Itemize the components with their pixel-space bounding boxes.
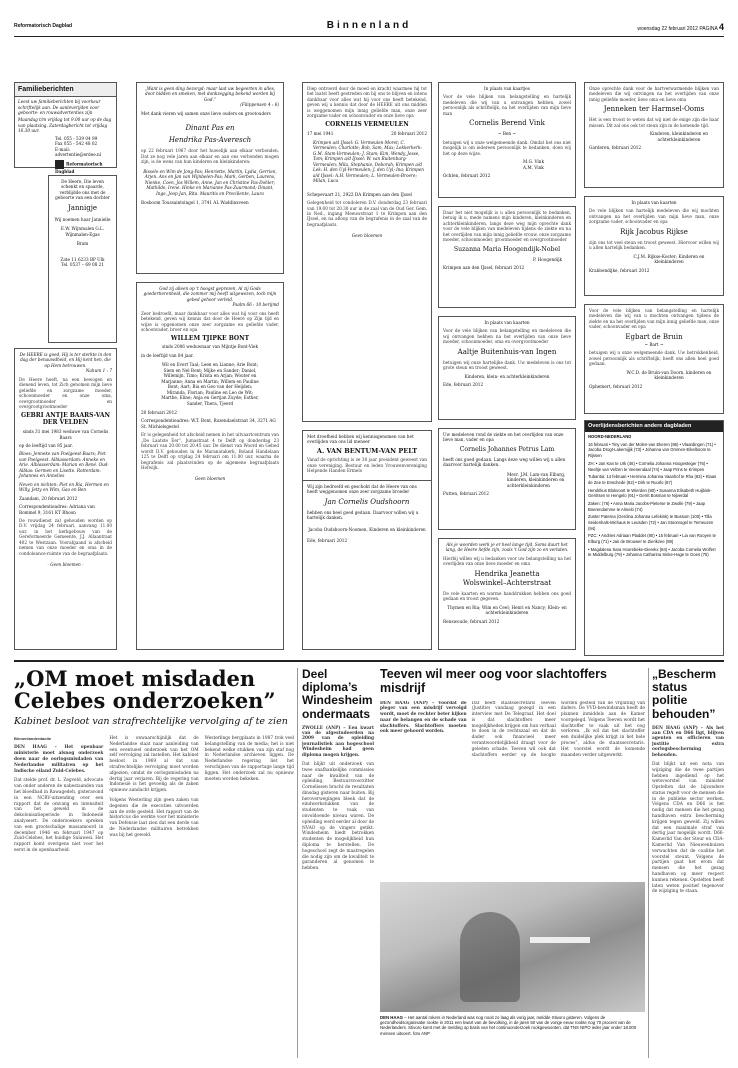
jannigje-kid: Bram [76,241,89,247]
nobel-intro: Daar het niet mogelijk is u allen persoonlijk te bedanken, betuig ik u, mede namens mijn kinderen, kleinkinderen en achterkleinkinderen, langs deze weg mijn oprechte dank voor de vele blijken van medeleven tijdens de ziekte en na het overlijden van mijn innig geliefde vrouw, onze zorgzame moeder, schoonmoeder, grootmoeder en overgrootmoeder [443,210,571,243]
buitenhuis-text: betuigen wij onze hartelijke dank. Uw medeleven is ons tot grote steun en troost geweest. [443,359,571,371]
lam-name: Cornelis Johannes Petrus Lam [459,445,555,453]
baars-funeral: De rouwdienst zal gehouden worden op D.V. vrijdag 24 februari, aanvang 11.00 uur, in het kerkgebouw van de Gereformeerde Gemeente, J.J. Allaantraat 402 te Westzaan. Voorafgaand is afscheid nemen van onze moeder en oma in de condoleance-ruimte van de begraafplaats. [19,518,112,556]
overlijdens-region: NOORD-NEDERLAND [588,434,632,440]
teeven-headline: Teeven wil meer oog voor slachtoffers misdrijf [380,668,607,695]
celebes-col-2 [109,736,198,854]
windesheim-lead: ZWOLLE (ANP) – Een kwart van de afgestudeerden na 2009 van de opleiding journalistiek aan hogeschool Windesheim had geen diploma mogen krijgen. [302,725,374,758]
vermeulen-address: Schepevaart 21, 2922 DA Krimpen aan den IJssel [307,191,412,197]
teeven-body: Dat heeft staatssecretaris Teeven (Justitie) vandaag gezegd in een interview met De Telegraaf. Het doel is dat slachtoffers meer mogelijkheden krijgen om hun verhaal te doen in de rechtszaal en dat de dader ook financieel meer verantwoordelijkheid draagt voor de geleden schade. Teeven wil ook dat slachtoffers eerder op de hoogte worden gesteld van de vrijlating van daders. De VVD-bewindsman heeft de plannen inmiddels aan de Kamer voorgelegd. Volgens Teeven wordt het slachtoffer te vaak uit het oog verloren. „Ik wil dat het slachtoffer een duidelijke plek krijgt in het hele proces”, aldus de staatssecretaris. Het voorstel wordt de komende maanden verder uitgewerkt. [471,700,645,758]
vink-intro: Voor de vele blijken van belangstelling en hartelijk medeleven die wij van u ontvangen hebben, zowel persoonlijk als schriftelijk, na het overlijden van mijn lieve man [443,94,571,116]
overlijdens-item: Zuster Paterna (Gerdina Johanna Lefekink) te Bussum (100) • Tilla Seidenhals-Michaus te Leusden (72) • Jan Stoorvogel te Terneuzen (94) [588,514,714,531]
lam-intro: Uw medeleven rond de ziekte en het overlijden van onze lieve man, vader en opa [443,432,564,443]
teeven-lead: DEN HAAG (ANP) – Voordat de pleger van een misdrijf vervolgd wordt, moet de rechter beter kijken naar de belangen en de schade van slachtoffers. Slachtoffers moeten ook meer gehoord worden. [380,700,467,735]
overlijdens-item: ZH: • Jan Kan te Urk (46) • Cornelia Johanna Hoogesteger (76) • Neeltje van Velzen te Veenendaal (74) • Jaap Prins te Krimpen [588,460,708,472]
rd-logo-icon [55,160,64,169]
celebes-body-4: Westerlings bergplaats in 1987 trok veel belangstelling van de media; het is niet bekend welke stukken van zijn staf nog in Nederlandse archieven liggen. De Nederlandse regering liet het verschijnen van de rapportage lange tijd liggen. Het onderzoek zal nu opnieuw moeten worden bekeken. [204,735,294,782]
terharmsel-sig: Kinderen, kleinkinderen en achterkleinkinderen [650,131,708,142]
overlijdens-item: PZC: • Andries Adriaan Pladdet (80) • 15 februari • Lia van Rooyen te Elburg (71) • Jan de Brouwer te Zierikzee (89) [588,533,717,544]
jannigje-announcement [48,175,117,343]
buitenhuis-name: Aaltje Buitenhuis-van Ingen [457,347,557,356]
baars-family: Bloes: Jenneke van Poelgeest-Baars; Piet van Poelgeest. Alblasserdam: Anneke en Arie. Alblasserdam: Marian en René. Oud-Alblas: Germen en Lisette. Rotterdam: Johannes en Annelies [19,451,109,479]
vermeulen-name: CORNELIS VERMEULEN [325,120,409,128]
photo-figure [460,912,520,1002]
lam-text: heeft ons goed gedaan. Langs deze weg willen wij u allen daarvoor hartelijk danken. [443,456,566,468]
lam-date: Putten, februari 2012 [443,491,489,497]
column-divider [297,668,298,1058]
overlijdens-item: Tubantia: 14 februari • Hermina Johanna Vaanhof te Rha (83) • Klaas de Zee te Enschede (82) • Dirk te Ruurlo (67) [588,474,717,485]
wolswinkel-date: Renswoude, februari 2012 [443,618,500,624]
terharmsel-date: Garderen, februari 2012 [589,145,642,151]
nobel-sig: P. Hoogendijk [533,256,563,262]
vermeulen-family: Krimpen a/d IJssel: G. Vermeulen-Moret; C. Vermeulen; Charlotte; Bob, Sam, Max; Lekkerkerk: G.M. Stam-Vermeulen; J. Stam; Kim, Wendy, Jesse, Tom; Krimpen a/d IJssel: W. van Ruitenburg-Vermeulen; Mila, Stephanie, Deborah; Krimpen a/d Lek: H. den Uyl-Vermeulen; J. den Uyl; Ina; Krimpen a/d IJssel: A.H. Vermeulen; L. Vermeulen-Broere; Milan, Luca [313,139,424,184]
politie-body: Dat blijkt uit een nota van wijziging die de twee partijen hebben ingediend op het wetsvoorstel van minister Opstelten dat de bijzondere status regelt voor de mensen die in de publieke sector werken. Volgens CDA en D66 is het nodig dat mensen die het gezag handhaven extra bescherming krijgen tegen geweld. Zij willen dat een maximale straf van dertig jaar mogelijk wordt. D66-Kamerlid Van der Steur en CDA-Kamerlid Van Nieuwenhuizen verwachten dat de coalitie het voorstel steunt. Volgens de partijen gaat het erom dat mensen die het gezag handhaven op meer respect kunnen rekenen. Opstelten heeft laten weten positief tegenover de wijziging te staan. [652,761,724,895]
bentum-signature: Jacoba Oudshoorn-Noomen, Kinderen en kleinkinderen [308,526,426,532]
vink-announcement [438,82,576,198]
bont-ref: Psalm 66 : 10 berijmd [232,302,279,308]
celebes-col-1 [14,736,103,854]
fam-email: E-mail: advertentie@erdee.nl [55,146,102,158]
page-header [14,20,724,34]
overlijdens-item: 16 februari • Tiny van der Molen-van Ekeren (86) • Vlaardingen (71) • Jacoba Drogt-Lakemijjik (73) • Johanna van Ommen-Eikelboom te Rijssen [588,441,716,459]
baars-age: op de leeftijd van 85 jaar. [19,443,73,449]
vermeulen-died: 20 februari 2012 [391,130,427,136]
vermeulen-announcement [302,82,432,422]
windesheim-headline: Deel diploma’s Windesheim ondermaats [302,668,373,721]
nobel-announcement [438,206,576,308]
bentum-intro-2: Wij zijn bedroefd en geschokt dat de Heere van ons heeft weggenomen onze zeer zorgzame broeder [303,480,431,495]
celebes-columns [14,736,294,854]
rijkse-sig: C.J.M. Rijkse-Koster; Kinderen en kleinkinderen [633,253,705,265]
jannigje-address: Zate 11 6233 BP Ulk [60,256,105,262]
vermeulen-funeral: Gelegenheid tot condoleren D.V. donderdag 23 februari van 19.00 tot 20.30 uur in de zaal van de Oud Ger. Gem. in Ned., ingang Meeuwstraat 1 te Krimpen aan den IJssel, en na afloop van de begrafenis in de zaal van de begraafplaats. [307,200,427,227]
pas-name-2: Hendrika Pas-Averesch [168,136,252,145]
overlijdens-item: • Magdalena Sara Hoorebeke-Dierekx (84) • Jacoba Cornelia Wolfert te Middelburg (79) • Johanna Catharina Sinke-Hage te Goes (75) [588,546,716,558]
wolswinkel-name-1: Hendrika Jeanetta [474,569,540,578]
vink-sig-1: M.G. Vink [523,159,545,165]
column-divider [648,668,649,1058]
rijkse-date: Krabbendijke, februari 2012 [589,267,650,273]
debruin-sig: W.C.D. de Bruin-van Doorn, kinderen en kleinkinderen [626,369,712,381]
bont-age: in de leeftijd van 84 jaar. [141,352,194,358]
teeven-caption [380,1015,645,1036]
bont-verse: God zij alleen op 't hoogst geprezen, Al zij Gods goedertierenheid, die zommer mij heeft uitgewezen, toch mijn gebed gehoor verleid. [143,286,277,302]
vink-date: Ochten, februari 2012 [443,173,491,179]
page-date: woensdag 22 februari 2012 [637,26,698,32]
bentum-intro: Met droefheid hebben wij kennisgenomen van het overlijden van ons lid meneer [307,434,414,445]
photo-cigarette [530,937,590,943]
wolswinkel-announcement [438,538,576,650]
baars-date: Zaandam, 20 februari 2012 [19,495,78,501]
pas-intro: Met dank vieren wij samen onze lieve ouders en grootouders [141,110,271,116]
rijkse-title: In plaats van kaarten [631,200,677,205]
baars-footer: - Geen bloemen - [47,562,84,568]
celebes-body-2: Het is onwaarschijnlijk dat de Nederlandse staat naar aanleiding van een eventueel onderzoek van het OM zelf vervolging zal instellen. Het kabinet besloot in 1969 al dat van strafrechtelijke vervolging moet worden afgezien, omdat de oorlogsmisdaden na dertig jaar verjaren. Bij de regering van Indonesië is het gevoelig als de zaken opnieuw aandacht krijgen. [109,735,199,794]
bont-text: Zeer bedroefd, maar dankbaar voor alles wat hij voor ons heeft betekend, geven wij kennis dat door de Heere op Zijn tijd en wijze is opgenomen onze zeer zorgzame en geliefde vader, schoonvader, broer en opa [141,310,279,333]
vink-text: betuigen wij u onze welgemeende dank. Omdat het ons niet mogelijk is om iedereen persoonlijk te bedanken, doen wij het op deze wijze. [443,139,571,156]
lam-announcement [438,428,576,530]
rijkse-name: Rijk Jacobus Rijkse [620,227,688,236]
buitenhuis-announcement [438,316,576,420]
vermeulen-footer: Geen bloemen [351,233,383,239]
terharmsel-text: Onze oprechte dank voor de hartverwarmende blijken van medeleven die wij ontvingen na het overlijden van onze innig geliefde moeder, lieve oma en lieve oma [589,86,719,102]
jannigje-tel: Tel. 0537 – 69 08 21 [60,262,104,268]
bont-footer: Geen bloemen [194,476,226,482]
fam-intro: Leest uw familieberichten bij voorkeur schriftelijk aan. De aanleverijden voor geboorte- en rouwadvertenties zijn [18,99,101,115]
familieberichten-box [14,82,117,174]
section-title: Binnenland [326,20,412,31]
celebes-body-3: Volgens Westerling zijn geen zaken van degenen die de executies uitvoerden aan de orde gesteld. Het rapport van de historicus die werkte voor het ministerie van Defensie laat zien dat een derde van de Nederlandse militairen betrokken was bij het geweld. [109,797,199,838]
teeven-caption-text: – Het aantal rokers in Nederland was nog nooit zo laag als vorig jaar, meldde Stivoro gisteren. Volgens de gezondheidsorganisatie rookte in 2011 een kwart van de bevolking, in de jaren 50 van de vorige eeuw rookte nog 70 procent van de Nederlanders. Stivoro komt met de melding op basis van het continuonderzoek rookgewoonten, dat TNS NIPO ieder jaar onder 18.000 mensen uitvoert. [380,1014,637,1036]
politie-headline: „Bescherm status politie behouden” [652,668,717,721]
pas-family: Bisselo en Wim de Jong-Pas; Henriette, Martin, Lydia, Gerrien, Arjen. Ans en Jan van Wijnbelen-Pas; Mark, Gerben, Laurens, Nienke, Coen, Jos Willem, Anne. Jan en Christine Pas-Dohler; Mathilde, Irene. Hinke en Marianne Pas-Zuurmond; Dinant, Inge, Joop Jan, Rita. Mauritis en Preciilente, Laura [143,168,277,196]
celebes-byline: Binnenlandredactie [14,735,52,741]
pas-anniversary [136,82,284,274]
vink-sig-2: A.M. Vink [523,164,544,170]
politie-lead: DEN HAAG (ANP) – Als het aan CDA en D66 ligt, blijven agenten en officieren van justitie extra oorlogsbescherming behouden. [652,725,724,758]
debruin-text: betuigen wij u onze welgemeende dank. Uw betrokkenheid, zowel persoonlijk als schriftelijk, heeft ons allen heel goed gedaan. [589,350,719,367]
overlijdens-item: Zaken: (76) • Anna Maria Jacobs-Pieterse te Zwolle (79) • Jaap Boerendamme te Almelo (74) [588,500,705,512]
baars-announcement [14,348,117,650]
page-number: 4 [718,22,724,32]
terharmsel-name: Jenneken ter Harmsel-Ooms [603,105,705,114]
buitenhuis-title: In plaats van kaarten [484,320,530,325]
bont-date: 20 februari 2012 [141,409,177,415]
pas-ref: (Filippensen 4 : 6) [240,102,279,108]
wolswinkel-text-2: De vele kaarten en warme handdrukken hebben ons goed gedaan en troost gegeven. [443,591,571,602]
vermeulen-born: 17 mei 1941 [307,130,334,136]
debruin-date: Ophemert, februari 2012 [589,383,643,389]
nobel-name: Suzanna Maria Hoogendijk-Nobel [453,245,561,253]
baars-since: sinds 31 mei 1983 weduwe van Cornelis Baars [22,429,109,440]
paper-name: Reformatorisch Dagblad [14,23,73,29]
story-politie [652,668,724,1058]
overlijdens-box [584,420,724,656]
baars-text: De Heere heeft, na een bewogen en dienend leven, tot Zich genomen mijn lieve geliefde en zorgzame moeder, schoonmoeder en onze oma, overgrootmoeder en overgrootgrootmoeder [19,376,112,410]
baars-address: Correspondentieadres: Adriana van Bommel 9, 3161 KT Rhoon [19,504,95,515]
story-celebes [14,668,294,1058]
debruin-name: Egbart de Bruin [625,332,683,341]
vermeulen-intro: Diep ontroerd door de moed en kracht waarmee hij tot het laatst heeft gestreden om bij ons te blijven en intens dankbaar voor alles wat hij voor ons heeft betekend, geven wij u kennis dat door de HEERE uit ons midden is weggenomen mijn innig geliefde man, onze zeer zorgzame vader en schoonvader en onze lieve opa [307,86,427,119]
nobel-date: Krimpen aan den IJssel, februari 2012 [443,265,525,271]
celebes-col-3 [205,736,294,854]
rijkse-text: zijn ons tot veel steun en troost geweest. Hiervoor willen wij u allen hartelijk bedanken. [589,239,719,251]
lam-sig: Mevr. J.M. Lam-van Elburg, kinderen, kleinkinderen en achterkleinkinderen [507,471,566,488]
pas-name-1: Dinant Pas en [185,124,235,133]
bont-address: Correspondentieadres: W.T. Bont, Rozendaelstraat 34, 3271 AG St. Michielsgestel [141,418,276,429]
story-teeven [380,668,645,1058]
wolswinkel-sig: Thymen en Ria; Wim en Ceel; Henri en Nancy; Klein- en achterkleinkinderen [447,604,567,616]
rijkse-announcement [584,196,724,296]
bont-since: sinds 2006 weduwnaar van Mijntje Bont-Viek [161,344,259,350]
teeven-photo-credit: foto ANP [412,1030,430,1036]
vink-name: Cornelis Berend Vink [469,119,545,128]
jannigje-parents: E.W. Wijnmalen G.L. Wijnmalen-Egas [60,226,105,237]
bont-funeral: Er is gelegenheid tot afscheid nemen in het uitvaartcentrum van „De Laatste Eer”, Jumastraat 4 te Delft op donderdag 23 februari van 20.00 tot 20.45 uur. De dienst van Woord en Gebed wordt D.V. gehouden in de Maranatakerk, Boland Handelaan 125 te Delft op vrijdag 24 februari om 11.00 uur, waarna de begrafenis zal plaatsvinden op de algemene begraafplaats Hofwijk. [141,432,279,471]
bont-announcement [136,282,284,650]
fam-tel: Tel. 055 - 539 04 99 [55,135,98,141]
wolswinkel-text: Hierbij willen wij u bedanken voor uw belangstelling na het overlijden van onze lieve moeder en oma [443,555,571,567]
story-windesheim [302,668,374,1058]
celebes-subheadline: Kabinet besloot van strafrechtelijke vervolging af te zien [14,716,288,728]
bentum-name: A. VAN BENTUM-VAN PELT [316,446,418,455]
pas-address: Bosboom Toussaintsingel 1, 3741 AL Waddinxveen [141,200,249,206]
windesheim-body: Dat blijkt uit onderzoek van twee onafhankelijke commissies naar de kwaliteit van de opleiding. Bestuursvoorzitter Cornelissen bracht de resultaten dinsdag gisteren naar buiten. Bij heroverwegingen bleek dat de eindwerkstukken van de studenten te vaak van onvoldoende niveau waren. De opleiding werd eerder al door de NVAO op de vingers getikt. Windesheim biedt betrokken studenten de mogelijkheid hun diploma te herstellen. De hogeschool zegt de maatregelen die nodig zijn om de kwaliteit te garanderen al genomen te hebben. [302,761,374,872]
bentum-text: Vanaf de oprichting is ze 30 jaar president geweest van onze vereniging. Bestuur en leden Vrouwenvereniging Helpende Handen Ermelo [307,457,427,474]
jannigje-intro: De Heere, Die leven schenkt en spaarde, verblijdde ons met de geboorte van een dochter [55,179,110,201]
debruin-intro: Voor de vele blijken van belangstelling en hartelijk medeleven die wij van u mochten ontvangen tijdens de ziekte en na het overlijden van mijn innig geliefde man, onze vader, schoonvader en opa [589,308,719,330]
buitenhuis-sig: Kinderen, klein- en achterkleinkinderen [464,373,550,379]
page-label: PAGINA [699,26,718,32]
bont-name: WILLEM TJIPKE BONT [170,334,250,342]
wolswinkel-verse: Als je woorden werk je er heel lange tijd, Soms duurt het lang, de Heere liefde zijn, zoals 't God zijn zo en verlaten. [445,542,569,553]
terharmsel-text-2: Het is een troost te weten dat wij niet de enige zijn die haar missen. Dit zal ons ook tot steun zijn in de komende tijd. [589,117,719,128]
teeven-photo [380,882,645,1012]
baars-ref: Nahum 1 : 7 [85,368,112,374]
section-rule [14,660,724,662]
bentum-name-2: Jan Cornelis Oudshoorn [324,497,410,506]
overlijdens-title: Overlijdensberichten andere dagbladen [585,421,723,432]
bentum-announcement [302,430,432,650]
vink-title: In plaats van kaartjes [484,86,530,91]
bentum-text-2: hebben ons heel goed gedaan. Daarvoor willen wij u hartelijk danken. [307,509,419,521]
jannigje-name: Jannigje [67,203,98,212]
page-info [637,22,724,33]
baars-verse: De HEERE is goed, Hij is ter sterkte in den dag der benauwdheid, en Hij kent hen, die op Hem betrouwen. [19,352,112,368]
teeven-caption-lead: DEN HAAG [380,1014,403,1020]
rijkse-intro: De vele blijken van hartelijk medeleven die wij mochten ontvangen na het overlijden van mijn lieve man, onze zorgzame vader, schoonvader en opa [589,208,719,225]
fam-times: Maandag t/m vrijdag tot 9.00 uur op de dag van plaatsing. Zaterdagbericht tot vrijdag 16.30 uur. [18,117,112,134]
buitenhuis-intro: Voor de vele blijken van belangstelling en medeleven die wij ontvangen hebben na het overlijden van onze lieve moeder, schoonmoeder, oma en overgrootmoeder [443,328,571,345]
bentum-date: Ede, februari 2012 [307,538,348,544]
terharmsel-announcement [584,82,724,188]
jannigje-noem: Wij noemen haar Jannielle [54,216,111,222]
vink-nick: ~ Ben ~ [498,131,516,137]
debruin-announcement [584,304,724,414]
fam-logo [15,158,116,174]
celebes-body-1: Dat stelde prof. dr. L. Zegveld, advocate van onder anderen de nabestaanden van het bloedbad in Rawagedeh, gisteravond in een NCRV-uitzending over een rapport dat de omvang en intensiteit van het geweld in de dekolonisatieperiode in Indonesië analyseert. De onderzoekers spreken van een grootschalige massamoord in december 1946 en februari 1947 op Zuid-Celebes, het huidige Sulawesi. Het rapport komt overigens niet voor het eerst in de openbaarheid. [14,778,104,853]
buitenhuis-date: Ede, februari 2012 [443,382,484,388]
bont-family: Wil en Evert Taal; Leen en Lianne; Arie Bont; Siem en Nel Bont; Mijke en Sander; Daniel, Willemijn, Timo; Krista en Arjan; Wouter en Marjanne; Anna en Martin; Willem en Pauline Bont; Aart; Bia en Geo van der Heijden; Miranda, Florian; Pauline en Leo de Wit; Marthe, Eline; Anja en Gertjan Zuyde; Esther, Sander, Thera, Tjeerd [161,362,259,406]
teeven-columns [380,701,645,876]
pas-verse: „Want is geen ding bezorgd; maar laat uw begeerten in alles, door bidden en smeken, met dankzegging bekend worden bij God.” [144,86,276,102]
vermeulen-dates [307,131,427,136]
celebes-headline: „OM moet misdaden Celebes onderzoeken” [14,668,276,714]
pas-text: op 22 februari 1967 door het huwelijk aan elkaar verbonden. Dat ze nog vele jaren aan elkaar en aan ons verbonden mogen zijn, is de wens van hun kinderen en kleinkinderen: [141,148,279,165]
overlijdens-item: Hendrikus Blokvoort te Wierden (80) • Susanna Elisabeth Huijbink-Gerritsen te Hengelo (91) • Gerrit Bosman te Nijverdal [588,487,712,499]
wolswinkel-name-2: Wolswinkel–Achterstraat [462,578,552,587]
familieberichten-title: Familieberichten [15,83,116,97]
header-rule [14,36,724,37]
baars-neven: Neven en nichten: Piet en Ria, Hermen en Willy, Jetty en Wim, Gao en Ben [19,481,109,493]
fam-fax: Fax 055 - 542 48 02 [55,141,98,147]
fam-logo-text: Reformatorisch Dagblad [55,161,103,174]
celebes-lead: DEN HAAG – Het openbaar ministerie moet alsnog onderzoek doen naar de oorlogsmisdaden van Nederlandse militairen op het Indische eiland Zuid-Celebes. [14,745,104,774]
debruin-nick: ~ Bart ~ [644,341,664,347]
overlijdens-list [585,432,723,560]
baars-name: GEBRI ANTJE BAARS-VAN DER VELDEN [20,411,111,427]
